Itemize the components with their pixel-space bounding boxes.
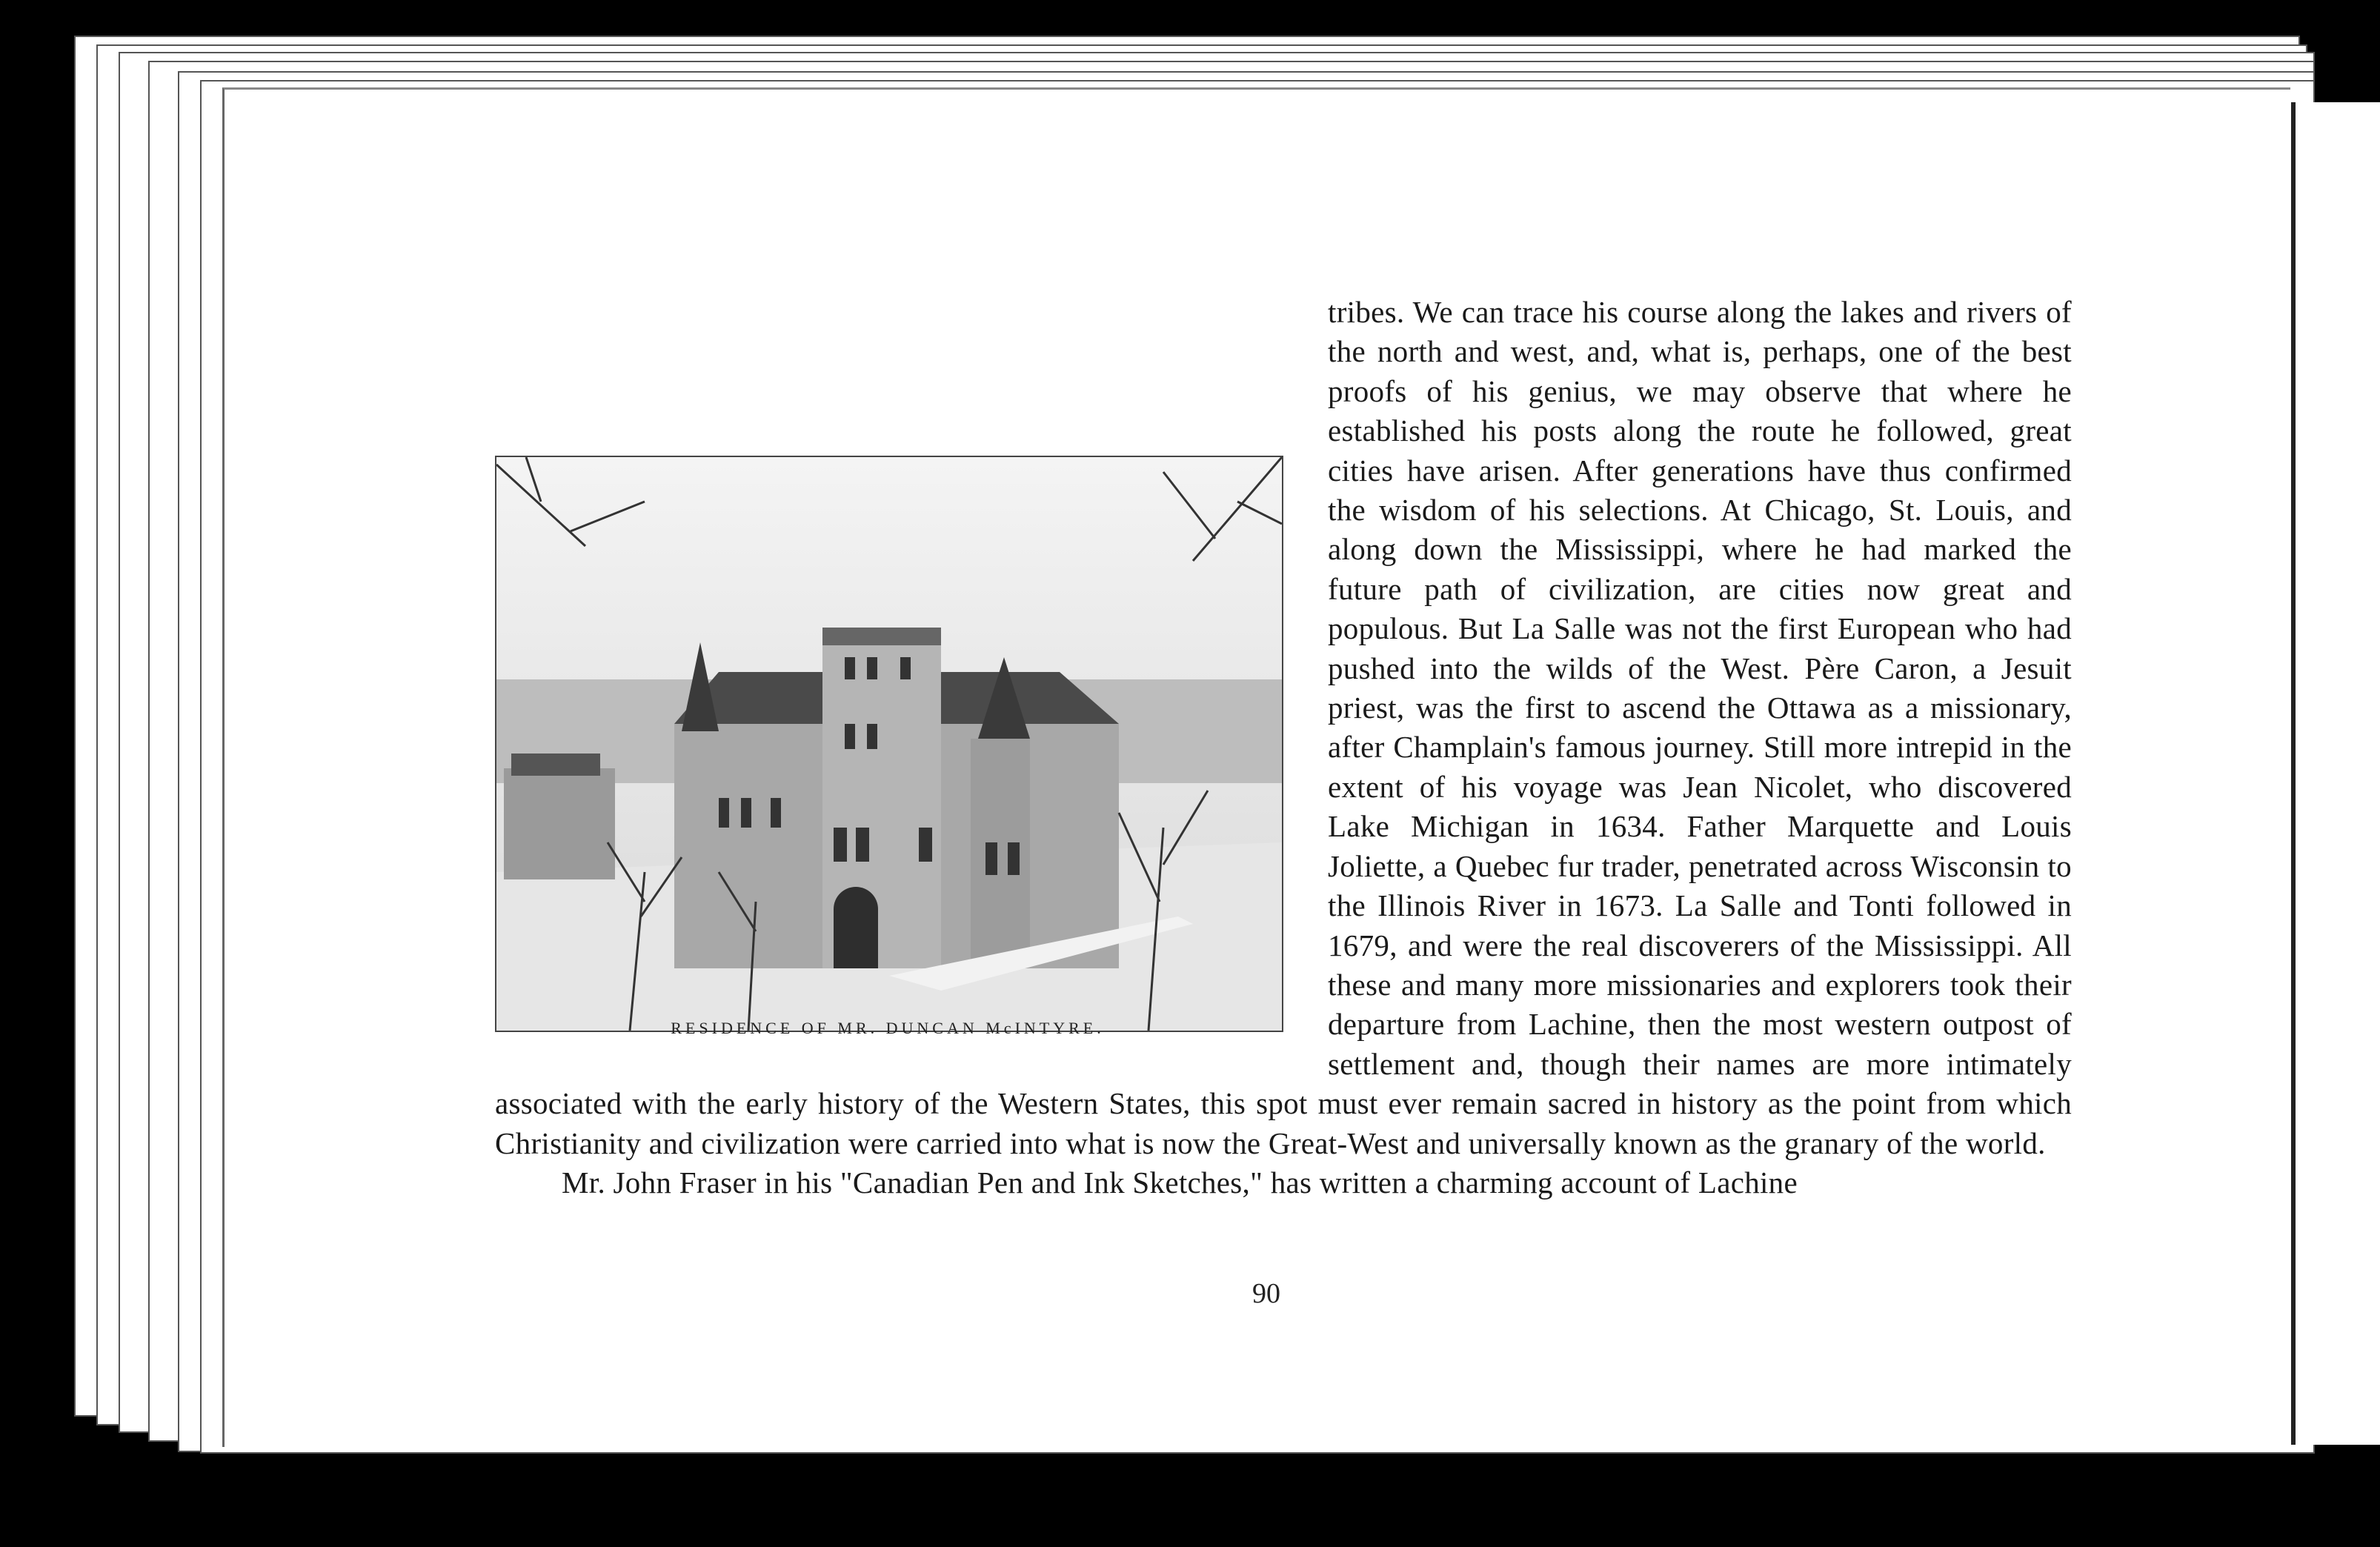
body-paragraph: tribes. We can trace his course along the lakes and rivers of the north and west, and, what is, perhaps, one of the best proofs of his genius, we may observe that where he established his posts along the route he followed, great cities have arisen. After generations have thus confirmed the wisdom of his selections. At Chicago, St. Louis, and along down the Mississippi, where he had marked the future path of civilization, are cities now great and populous. But La Salle was not the first European who had pushed into the wilds of the West. Père Caron, a Jesuit priest, was the first to ascend the Ottawa as a missionary, after Champlain's famous journey. Still more intrepid in the extent of his voyage was Jean Nicolet, who discovered Lake Michigan in 1634. Father Marquette and Louis Joliette, a Quebec fur trader, penetrated across Wisconsin to the Illinois River in 1673. La Salle and Tonti followed in 1679, and were the real discoverers of the Mississippi. All these and many more missionaries and explorers took their departure from Lachine, then the most western outpost of settlement and, though their names are more intimately associated with the early history of the Western States, this spot must ever remain sacred in history as the point from which Christianity and civilization were carried into what is now the Great-West and universally known as the granary of the world. xyxy=(495,295,2072,1160)
body-paragraph: Mr. John Fraser in his "Canadian Pen and Ink Sketches," has written a charming account of Lachine xyxy=(562,1165,1798,1200)
page-number: 90 xyxy=(1252,1278,1280,1309)
facing-page-edge xyxy=(2291,102,2380,1445)
figure-caption: RESIDENCE OF MR. DUNCAN McINTYRE. xyxy=(671,1019,1105,1037)
body-text xyxy=(495,293,2072,1202)
figure xyxy=(495,411,1291,1054)
residence-photo xyxy=(495,456,1283,1032)
